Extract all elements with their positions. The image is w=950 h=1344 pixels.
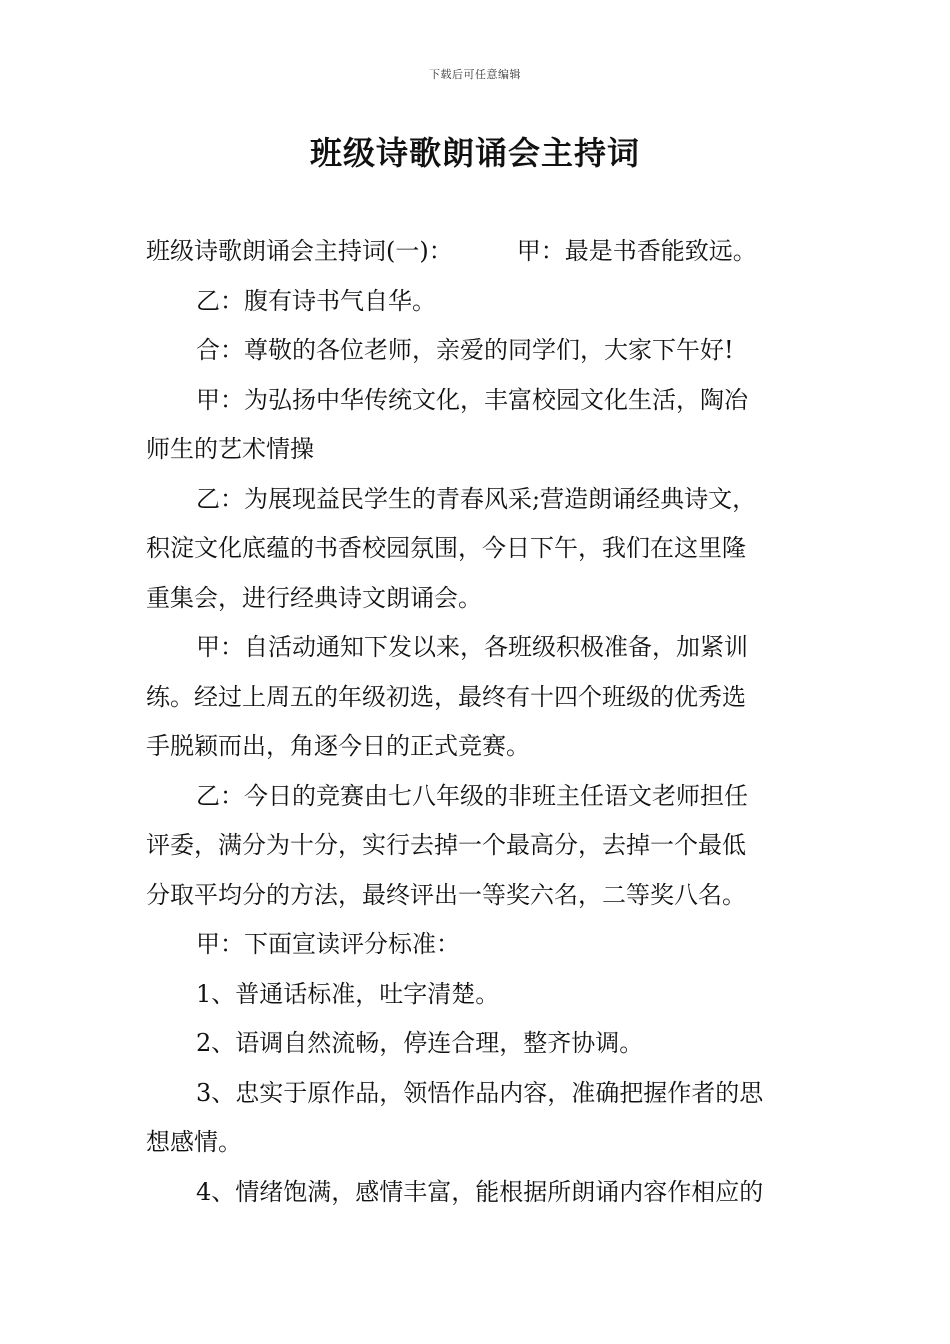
header-note: 下载后可任意编辑 bbox=[429, 68, 521, 81]
dialogue-line: 甲：最是书香能致远。 bbox=[516, 237, 757, 265]
body-line: 评委，满分为十分，实行去掉一个最高分，去掉一个最低 bbox=[146, 831, 746, 859]
document-title: 班级诗歌朗诵会主持词 bbox=[309, 134, 640, 172]
body-line: 乙：今日的竞赛由七八年级的非班主任语文老师担任 bbox=[196, 781, 748, 810]
body-line: 师生的艺术情操 bbox=[146, 435, 314, 463]
body-line: 3、忠实于原作品，领悟作品内容，准确把握作者的思 bbox=[196, 1078, 764, 1107]
body-line: 合：尊敬的各位老师，亲爱的同学们，大家下午好! bbox=[196, 336, 734, 364]
body-line: 乙：为展现益民学生的青春风采;营造朗诵经典诗文， bbox=[196, 484, 757, 513]
body-line: 乙：腹有诗书气自华。 bbox=[196, 286, 436, 315]
body-line: 重集会，进行经典诗文朗诵会。 bbox=[146, 583, 482, 612]
body-line-first bbox=[146, 227, 806, 277]
body-line: 想感情。 bbox=[146, 1128, 242, 1156]
document-body bbox=[146, 227, 806, 1217]
body-line: 1、普通话标准，吐字清楚。 bbox=[196, 979, 500, 1008]
body-line: 甲：下面宣读评分标准： bbox=[196, 930, 460, 958]
section-heading: 班级诗歌朗诵会主持词(一)： bbox=[146, 237, 453, 265]
body-line: 甲：为弘扬中华传统文化，丰富校园文化生活，陶冶 bbox=[196, 385, 748, 414]
body-line: 4、情绪饱满，感情丰富，能根据所朗诵内容作相应的 bbox=[196, 1177, 764, 1206]
body-line: 2、语调自然流畅，停连合理，整齐协调。 bbox=[196, 1029, 644, 1057]
body-line: 积淀文化底蕴的书香校园氛围，今日下午，我们在这里隆 bbox=[146, 534, 746, 562]
body-line: 手脱颖而出，角逐今日的正式竞赛。 bbox=[146, 732, 530, 760]
body-line: 分取平均分的方法，最终评出一等奖六名，二等奖八名。 bbox=[146, 880, 746, 909]
body-line: 练。经过上周五的年级初选，最终有十四个班级的优秀选 bbox=[146, 682, 746, 711]
body-line: 甲：自活动通知下发以来，各班级积极准备，加紧训 bbox=[196, 633, 748, 661]
